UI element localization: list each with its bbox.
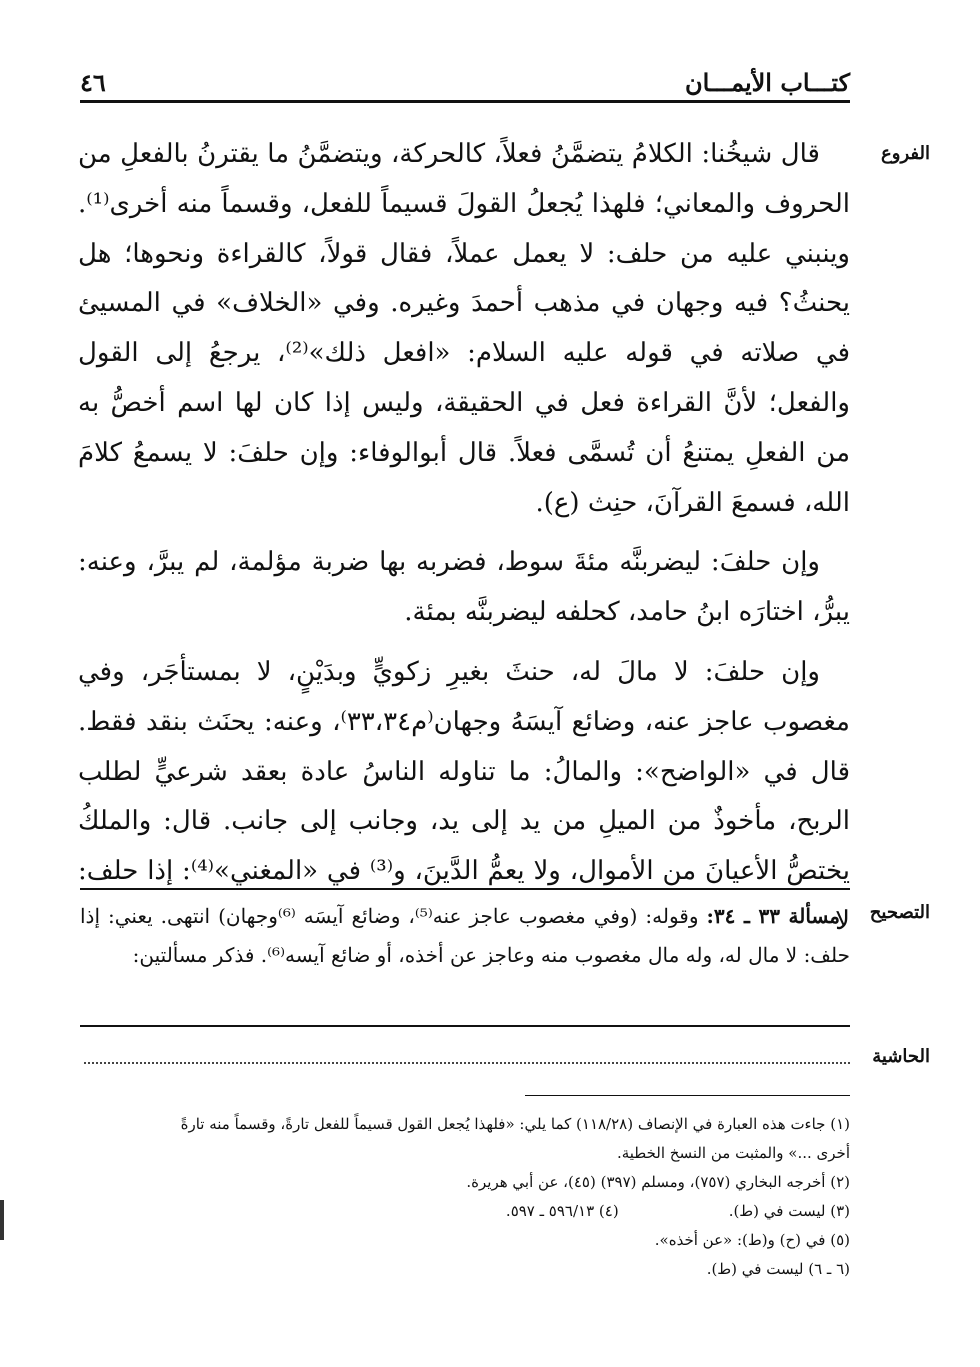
- footnote-4: (٤) ٥٩٦/١٣ ـ ٥٩٧.: [505, 1202, 619, 1220]
- scan-edge-mark: [0, 1200, 4, 1240]
- tashih-rule: [80, 1025, 850, 1027]
- hashiya-dotted-line: [84, 1062, 850, 1064]
- footnote-row-3-4: [80, 1197, 850, 1226]
- tashih-heading: مسألة ٣٣ ـ ٣٤:: [706, 904, 841, 928]
- main-text: [78, 130, 850, 947]
- paragraph-1: قال شيخُنا: الكلامُ يتضمَّنُ فعلاً، كالحركة، ويتضمَّنُ ما يقترنُ بالفعلِ من الحروف والمعاني؛ فلهذا يُجعلُ القولَ قسيماً للفعل، وقسماً منه أخرى⁽¹⁾. وينبني عليه من حلف: لا يعمل عملاً، فقال قولاً، كالقراءة ونحوها؛ هل يحنثُ؟ فيه وجهان في مذهب أحمدَ وغيره. وفي «الخلاف» في المسيئ في صلاته في قوله عليه السلام: «افعل ذلك»⁽²⁾، يرجعُ إلى القول والفعل؛ لأنَّ القراءة فعل في الحقيقة، وليس إذا كان لها اسم أخصُّ به من الفعلِ يمتنعُ أن تُسمَّى فعلاً. قال أبوالوفاء: وإن حلفَ: لا يسمعُ كلامَ الله، فسمعَ القرآنَ، حنِث (ع).: [78, 139, 851, 518]
- footnote-1: (١) جاءت هذه العبارة في الإنصاف (١١٨/٢٨) كما يلي: «فلهذا يُجعل القول قسيماً للفعل تارةً، وقسماً منه تارةً: [180, 1115, 850, 1133]
- footnotes: [80, 1110, 850, 1284]
- section-rule: [80, 888, 850, 890]
- label-hashiya: الحاشية: [872, 1046, 930, 1067]
- footnote-6: (٦ ـ ٦) ليست في (ط).: [706, 1260, 850, 1278]
- footnote-5: (٥) في (ح) و(ط): «عن أخذه».: [654, 1231, 850, 1249]
- header-rule: [80, 100, 850, 103]
- tashih-section: [80, 897, 850, 975]
- footnote-rule: [525, 1095, 850, 1096]
- tashih-paragraph: [80, 897, 850, 975]
- label-tashih: التصحيح: [869, 902, 930, 923]
- book-title: كتـــاب الأيمـــان: [685, 68, 850, 97]
- footnote-1-cont: أخرى ...» والمثبت من النسخ الخطية.: [616, 1144, 850, 1162]
- footnote-2: (٢) أخرجه البخاري (٧٥٧)، ومسلم (٣٩٧) (٤٥)، عن أبي هريرة.: [466, 1173, 850, 1191]
- paragraph-2: وإن حلفَ: ليضربنَّه مئةَ سوط، فضربه بها ضربة مؤلمة، لم يبرَّ، وعنه: يبرُّ، اختارَه ابنُ حامد، كحلفه ليضربنَّه بمئة.: [78, 547, 850, 628]
- page-header: [80, 68, 850, 100]
- paragraph-3: وإن حلفَ: لا مالَ له، حنثَ بغيرِ زكويٍّ وبدَيْنٍ، لا بمستأجَر، وفي مغصوب عاجز عنه، وضائع آيسَهُ وجهان⁽م٣٣،٣٤⁾، وعنه: يحنَث بنقد فقط. قال في «الواضح»: والمالُ: ما تناوله الناسُ عادة بعقد شرعيٍّ لطلب الربح، مأخوذٌ من الميلِ من يد إلى يد، وجانب إلى جانب. قال: والملكُ يختصُّ الأعيانَ من الأموال، ولا يعمُّ الدَّينَ، و⁽³⁾ في «المغني»⁽⁴⁾: إذا حلف: لا: [78, 656, 850, 936]
- label-furu: الفروع: [881, 143, 930, 164]
- footnote-3: (٣) ليست في (ط).: [728, 1202, 850, 1220]
- page-number: ٤٦: [80, 68, 106, 97]
- tashih-text: وقوله: (وفي مغصوب عاجز عنه⁽⁵⁾، وضائع آيسَه ⁽⁶⁾وجهان) انتهى. يعني: إذا حلف: لا مال له، وله مال مغصوب منه وعاجز عن أخذه، أو ضائع آيسه⁽⁶⁾. فذكر مسألتين:: [80, 904, 850, 967]
